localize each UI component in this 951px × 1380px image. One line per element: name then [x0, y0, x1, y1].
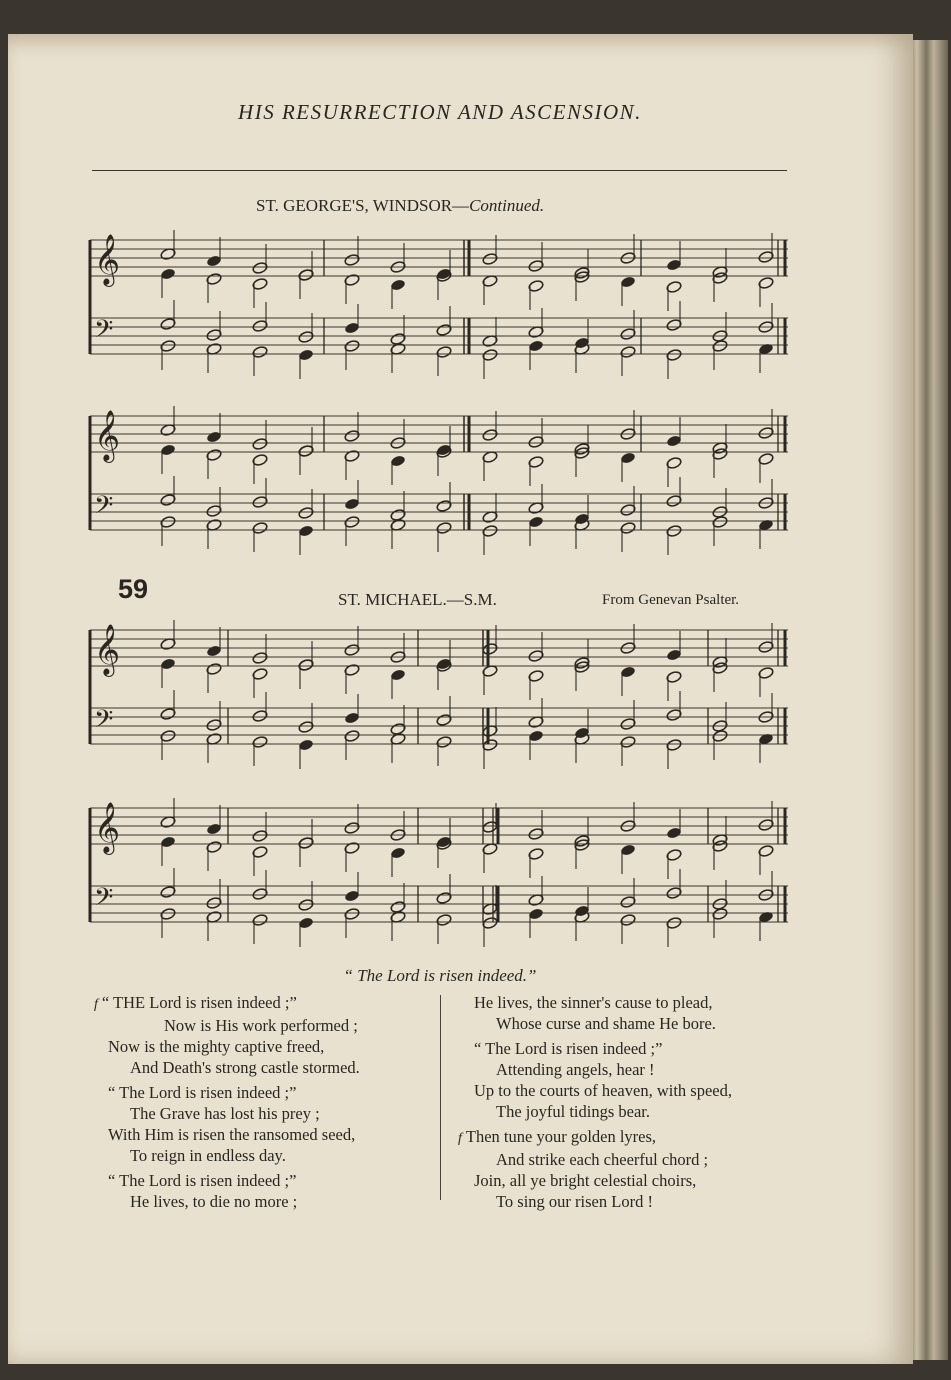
tune-title-st-michael: ST. MICHAEL.—S.M.: [338, 590, 497, 609]
verse-column-right: [458, 992, 732, 1212]
verse-line: Attending angels, hear !: [496, 1060, 655, 1079]
treble-clef-icon: 𝄞: [94, 802, 121, 853]
music-system-4: [88, 790, 793, 950]
treble-clef-icon: 𝄞: [94, 410, 121, 461]
verse-column-left: [94, 992, 360, 1212]
verse-line: Whose curse and shame He bore.: [496, 1014, 716, 1033]
bass-clef-icon: 𝄢: [94, 491, 114, 526]
tune-source: From Genevan Psalter.: [602, 592, 740, 608]
bass-clef-icon: 𝄢: [94, 315, 114, 350]
verse-line: “ The Lord is risen indeed ;”: [474, 1039, 663, 1058]
verse-line: f Then tune your golden lyres,: [458, 1127, 657, 1146]
score-system-3: [88, 612, 793, 772]
column-divider: [440, 995, 441, 1200]
verse-line: “ The Lord is risen indeed ;”: [108, 1083, 297, 1102]
dynamic-mark-forte: f: [94, 997, 98, 1012]
verse-line: And strike each cheerful chord ;: [496, 1150, 709, 1169]
verse-line: The joyful tidings bear.: [496, 1102, 650, 1121]
music-system-3: [88, 612, 793, 772]
verse-line: To sing our risen Lord !: [496, 1192, 653, 1211]
bass-clef-icon: 𝄢: [94, 705, 114, 740]
head-rule: [92, 170, 787, 171]
verse-line: Up to the courts of heaven, with speed,: [474, 1081, 732, 1100]
tune-title-continued: Continued.: [469, 196, 545, 215]
treble-clef-icon: 𝄞: [94, 234, 121, 285]
score-system-1: [88, 222, 793, 382]
tune-title-st-georges: [256, 196, 544, 216]
tune-title-main: ST. GEORGE'S, WINDSOR—: [256, 196, 470, 215]
score-system-2: [88, 398, 793, 558]
hymn-caption: “ The Lord is risen indeed.”: [343, 966, 537, 985]
music-system-1: [88, 222, 793, 382]
verse-line: The Grave has lost his prey ;: [130, 1104, 320, 1123]
verse-line: Now is His work performed ;: [164, 1016, 358, 1035]
verse-line: To reign in endless day.: [130, 1146, 286, 1165]
music-system-2: [88, 398, 793, 558]
bass-clef-icon: 𝄢: [94, 883, 114, 918]
verse-line: f “ THE Lord is risen indeed ;”: [94, 993, 297, 1012]
verse-line: “ The Lord is risen indeed ;”: [108, 1171, 297, 1190]
dynamic-mark-forte: f: [458, 1131, 462, 1146]
verse-line: With Him is risen the ransomed seed,: [108, 1125, 356, 1144]
score-system-4: [88, 790, 793, 950]
verse-line: He lives, the sinner's cause to plead,: [474, 993, 713, 1012]
verse-line: And Death's strong castle stormed.: [130, 1058, 360, 1077]
verse-line: He lives, to die no more ;: [130, 1192, 298, 1211]
verse-line: Join, all ye bright celestial choirs,: [474, 1171, 697, 1190]
hymn-number: 59: [118, 574, 149, 604]
running-head: HIS RESURRECTION AND ASCENSION.: [238, 100, 642, 124]
treble-clef-icon: 𝄞: [94, 624, 121, 675]
verse-line: Now is the mighty captive freed,: [108, 1037, 325, 1056]
